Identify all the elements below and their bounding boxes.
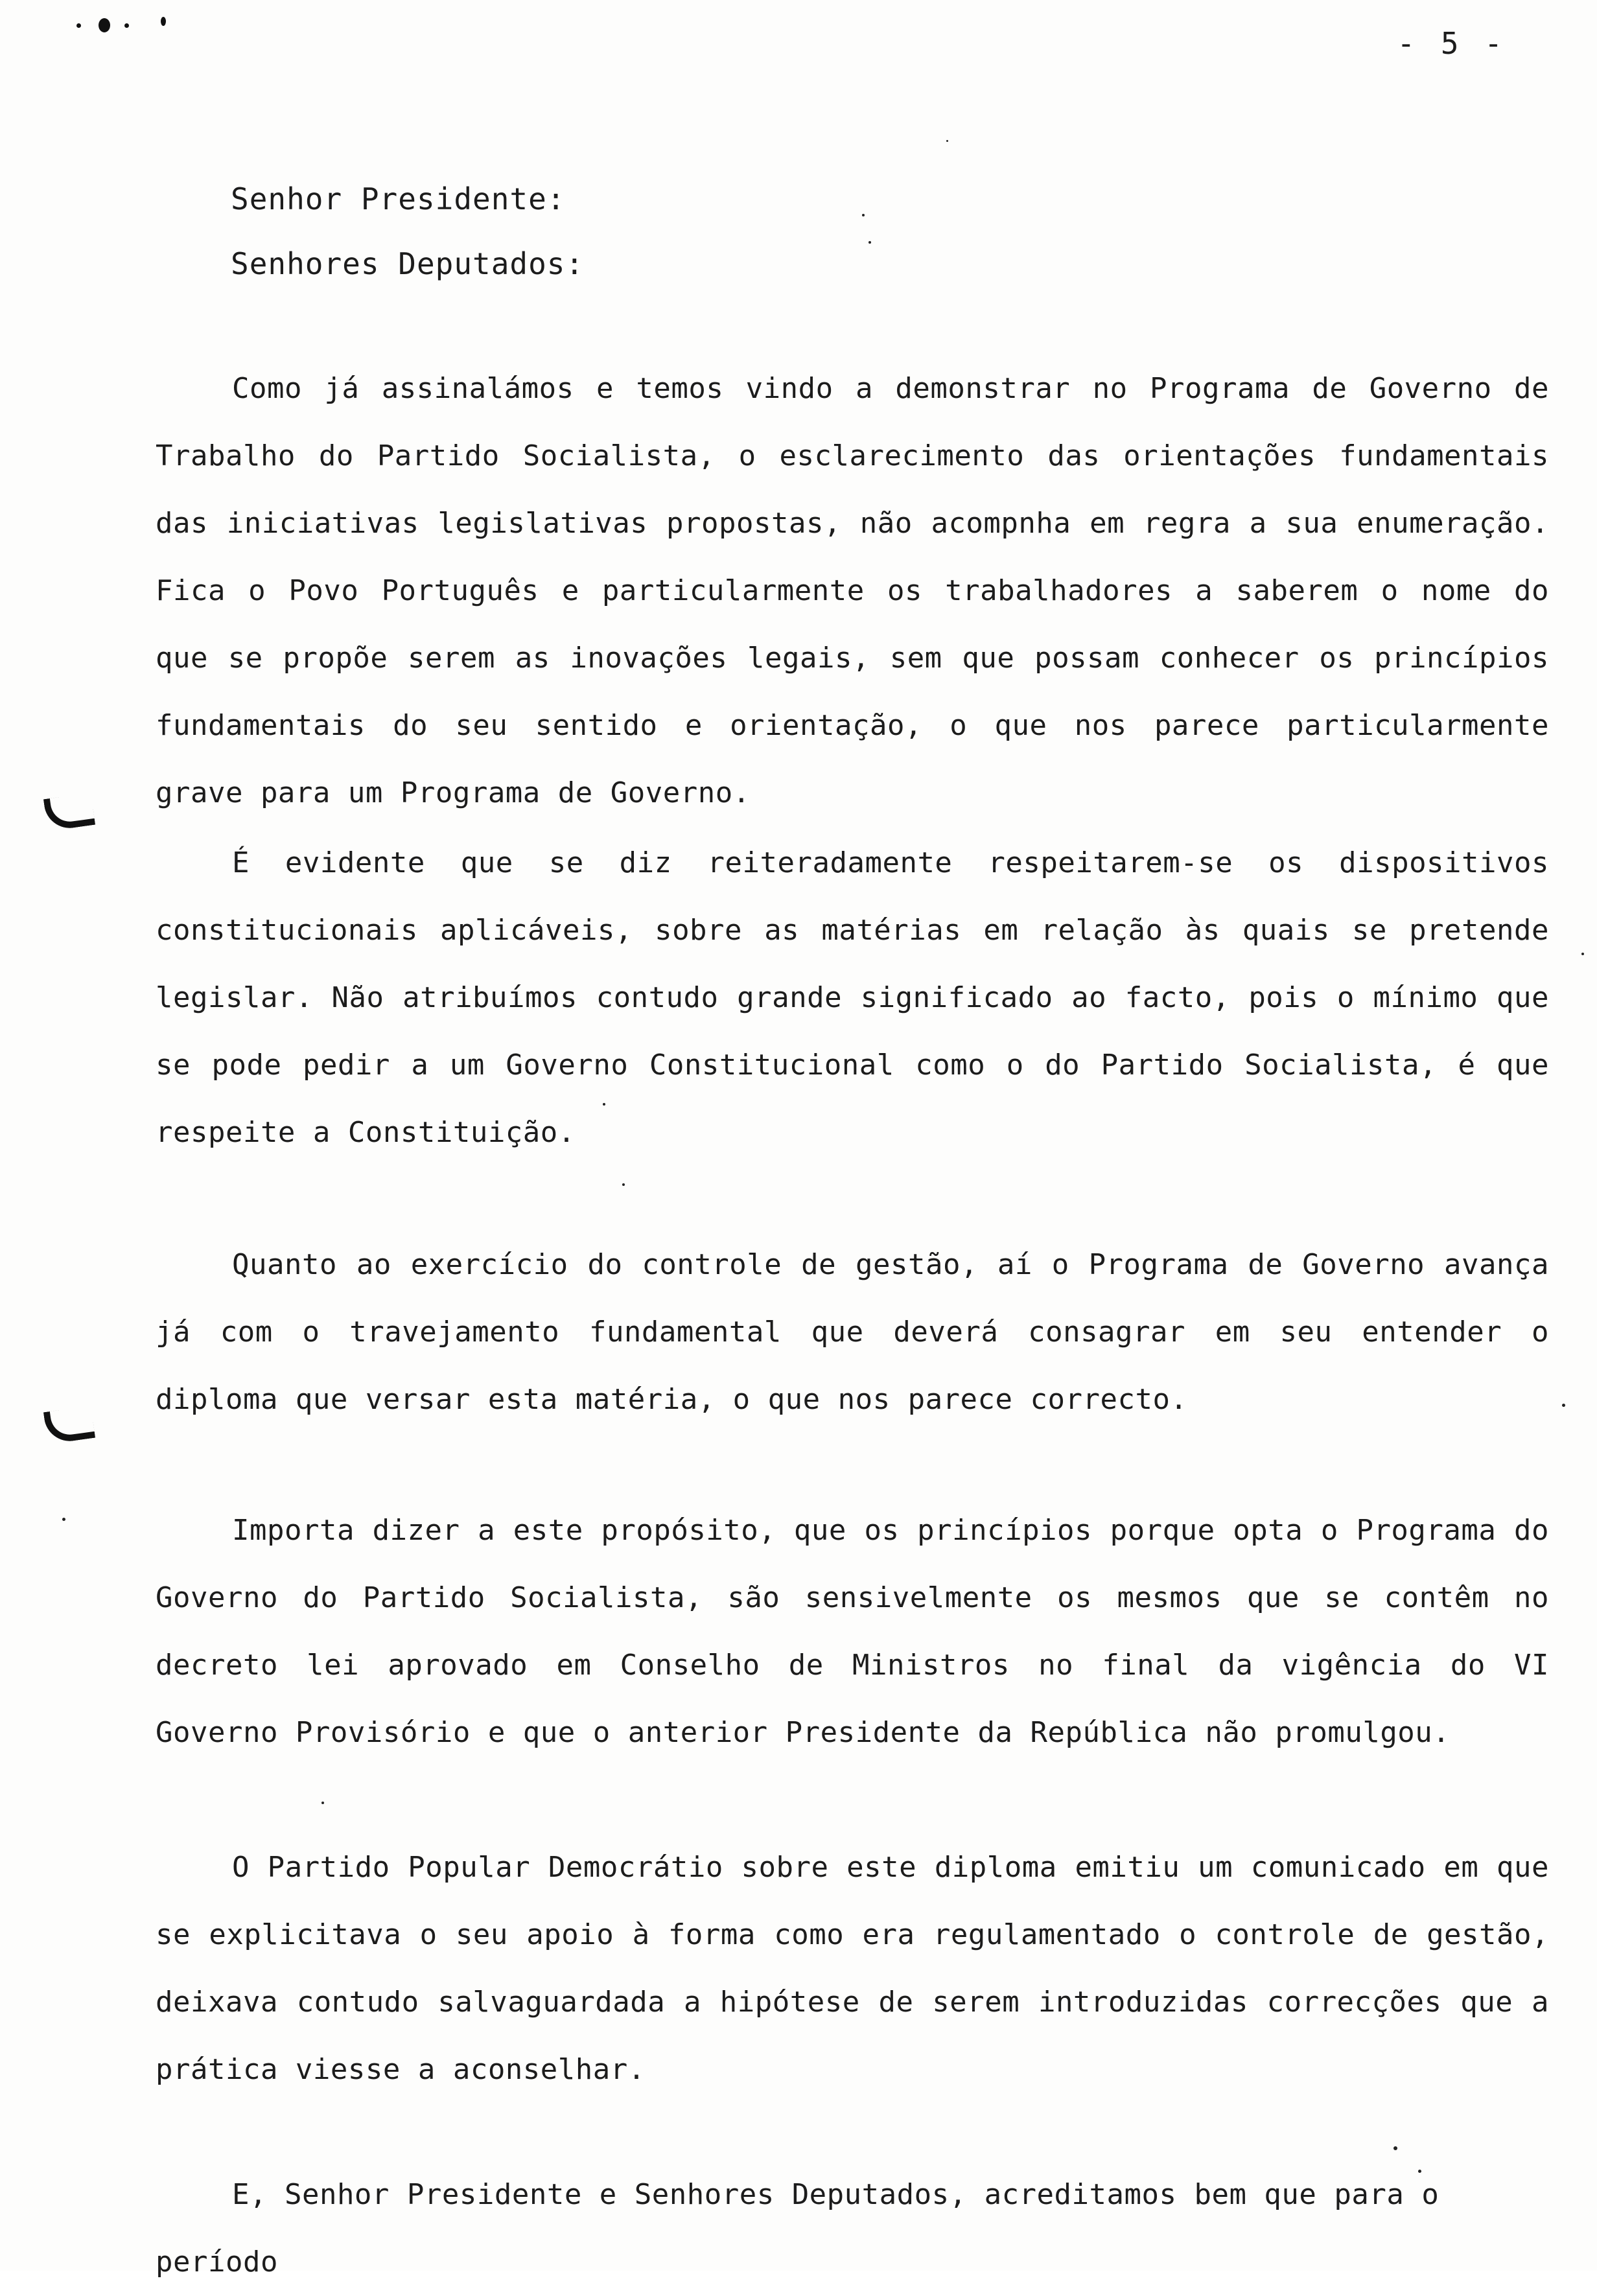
salutation-president: Senhor Presidente: (231, 181, 566, 216)
paragraph-6: E, Senhor Presidente e Senhores Deputados, acreditamos bem que para o período (156, 2178, 1440, 2279)
ink-stain-mark (76, 14, 174, 40)
salutation-deputies: Senhores Deputados: (231, 246, 585, 281)
margin-check-mark (43, 793, 95, 831)
margin-check-mark (43, 1406, 95, 1444)
paragraph-5: O Partido Popular Democrátio sobre este diploma emitiu um comunicado em que se explicitava o seu apoio à forma como era regulamentado o controle de gestão, deixava contudo salvaguardada a hipótese de serem introduzidas correcções que a prática viesse a aconselhar. (156, 1851, 1549, 2086)
page-number: - 5 - (1397, 26, 1506, 61)
paragraph-2: É evidente que se diz reiteradamente respeitarem-se os dispositivos constitucionais aplicáveis, sobre as matérias em relação às quais se pretende legislar. Não atribuímos contudo grande significado ao facto, pois o mínimo que se pode pedir a um Governo Constitucional como o do Partido Socialista, é que respeite a Constituição. (156, 846, 1549, 1149)
paragraph-1: Como já assinalámos e temos vindo a demonstrar no Programa de Governo de Trabalho do Partido Socialista, o esclarecimento das orientações fundamentais das iniciativas legislativas propostas, não acompnha em regra a sua enumeração. Fica o Povo Português e particularmente os trabalhadores a saberem o nome do que se propõe serem as inovações legais, sem que possam conhecer os princípios fundamentais do seu sentido e orientação, o que nos parece particularmente grave para um Programa de Governo. (156, 372, 1549, 809)
paragraph-4: Importa dizer a este propósito, que os princípios porque opta o Programa do Governo do Partido Socialista, são sensivelmente os mesmos que se contêm no decreto lei aprovado em Conselho de Ministros no final da vigência do VI Governo Provisório e que o anterior Presidente da República não promulgou. (156, 1514, 1549, 1749)
paragraph-3: Quanto ao exercício do controle de gestão, aí o Programa de Governo avança já com o travejamento fundamental que deverá consagrar em seu entender o diploma que versar esta matéria, o que nos parece correcto. (156, 1248, 1549, 1416)
